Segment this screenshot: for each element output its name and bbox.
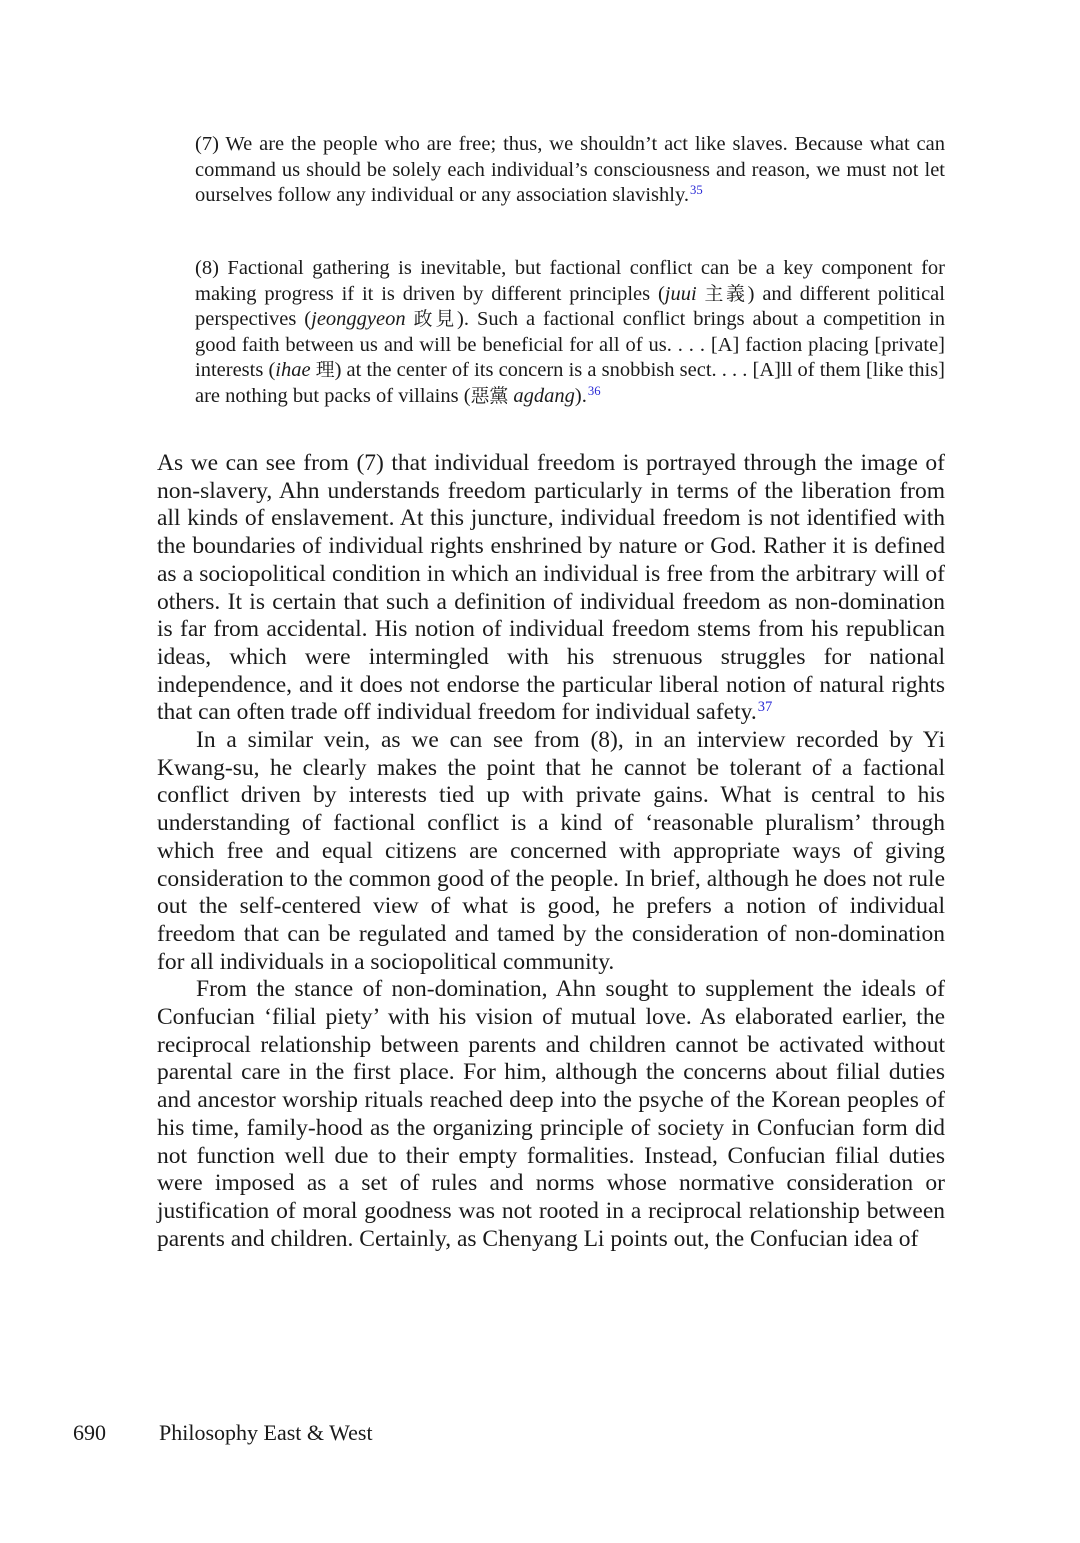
page-number: 690: [73, 1420, 106, 1445]
quote-7-text: (7) We are the people who are free; thus, we shouldn’t act like slaves. Because what can command us should be solely each individual’s consciousness and reason, we must not let ourselves follow any individual or any association slavishly.: [195, 133, 945, 207]
cjk-juui: 主義: [704, 282, 748, 305]
term-ihae: ihae: [275, 359, 311, 382]
block-quote-8: [195, 256, 945, 410]
term-juui: juui: [664, 282, 697, 305]
paragraph-1: [157, 450, 945, 727]
quote-8-text: ) and different political perspectives (: [195, 282, 945, 331]
footnote-ref-37[interactable]: 37: [757, 699, 773, 716]
cjk-agdang: 惡黨: [470, 384, 509, 407]
quote-8-text: ). Such a factional conflict brings about a competition in good faith between us and will be beneficial for all of us. . . . [A] faction placing [private] interests (: [195, 308, 945, 382]
paragraph-2: In a similar vein, as we can see from (8), in an interview recorded by Yi Kwang-su, he clearly makes the point that he cannot be tolerant of a factional conflict driven by interests tied up with private gains. What is central to his understanding of factional conflict is a kind of ‘reasonable pluralism’ through which free and equal citizens are concerned with appropriate ways of giving consideration to the common good of the people. In brief, although he does not rule out the self-centered view of what is good, he prefers a notion of individual freedom that can be regulated and tamed by the consideration of non-domination for all individuals in a sociopolitical community.: [157, 727, 945, 975]
body-text: [157, 450, 945, 1253]
paragraph-3: From the stance of non-domination, Ahn sought to supplement the ideals of Confucian ‘filial piety’ with his vision of mutual love. As elaborated earlier, the reciprocal relationship between parents and children cannot be activated without parental care in the first place. For him, although the concerns about filial duties and ancestor worship rituals reached deep into the psyche of the Korean peoples of his time, family-hood as the organizing principle of society in Confucian form did not function well due to their empty formalities. Instead, Confucian filial duties were imposed as a set of rules and norms whose normative consideration or justification of moral goodness was not rooted in a reciprocal relationship between parents and children. Certainly, as Chenyang Li points out, the Confucian idea of: [157, 976, 945, 1252]
paragraph-1-text: As we can see from (7) that individual freedom is portrayed through the image of non-slavery, Ahn understands freedom particularly in terms of the liberation from all kinds of enslavement. At this juncture, individual freedom is not identified with the boundaries of individual rights enshrined by nature or God. Rather it is defined as a sociopolitical condition in which an individual is free from the arbitrary will of others. It is certain that such a definition of individual freedom as non-domination is far from accidental. His notion of individual freedom stems from his republican ideas, which were intermingled with his strenuous struggles for national independence, and it does not endorse the particular liberal notion of natural rights that can often trade off individual freedom for individual safety.: [157, 450, 945, 726]
term-jeonggyeon: jeonggyeon: [311, 308, 406, 331]
quote-8-text: ) at the center of its concern is a snobbish sect. . . . [A]ll of them [like this] are nothing but packs of villains (: [195, 359, 945, 407]
footnote-ref-36[interactable]: 36: [587, 383, 601, 398]
block-quote-7: [195, 132, 945, 209]
cjk-jeonggyeon: 政見: [413, 308, 458, 331]
footnote-ref-35[interactable]: 35: [690, 183, 703, 198]
quote-8-text: ).: [574, 384, 587, 407]
journal-title: Philosophy East & West: [159, 1420, 373, 1445]
quote-8-text: (8) Factional gathering is inevitable, but factional conflict can be a key component for making progress if it is driven by different principles (: [195, 257, 945, 305]
term-agdang: agdang: [513, 384, 575, 407]
cjk-ihae: 理: [315, 359, 335, 382]
page-footer: [73, 1420, 373, 1446]
